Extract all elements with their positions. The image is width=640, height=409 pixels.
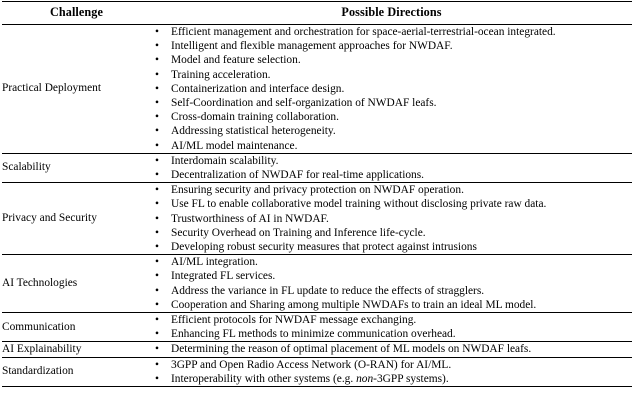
list-item	[153, 154, 632, 168]
table-body	[2, 25, 632, 387]
directions-list	[151, 255, 632, 312]
bullet-icon: •	[155, 184, 159, 197]
list-item-text: Self-Coordination and self-organization of NWDAF leafs.	[171, 97, 437, 110]
list-item	[153, 372, 632, 386]
list-item	[153, 96, 632, 110]
bullet-icon: •	[155, 169, 159, 182]
list-item-text: Intelligent and flexible management approaches for NWDAF.	[171, 40, 453, 53]
list-item	[153, 284, 632, 298]
list-item-text: Addressing statistical heterogeneity.	[171, 125, 336, 138]
bullet-icon: •	[155, 343, 159, 356]
list-item-text: Decentralization of NWDAF for real-time applications.	[171, 169, 425, 182]
list-item-text: Containerization and interface design.	[171, 82, 345, 95]
bullet-icon: •	[155, 372, 159, 385]
possible-directions-cell	[151, 25, 632, 154]
table-row	[2, 342, 632, 357]
list-item	[153, 342, 632, 356]
table-row	[2, 357, 632, 386]
list-item	[153, 82, 632, 96]
possible-directions-cell	[151, 255, 632, 313]
list-item-text: Determining the reason of optimal placement of ML models on NWDAF leafs.	[171, 343, 532, 356]
bullet-icon: •	[155, 314, 159, 327]
list-item-text: Integrated FL services.	[171, 270, 276, 283]
directions-list	[151, 154, 632, 182]
possible-directions-cell	[151, 183, 632, 255]
list-item	[153, 358, 632, 372]
list-item-text: Developing robust security measures that protect against intrusions	[171, 241, 477, 254]
bullet-icon: •	[155, 139, 159, 152]
bullet-icon: •	[155, 298, 159, 311]
list-item-text: Interoperability with other systems (e.g. non-3GPP systems).	[171, 372, 449, 385]
table-container	[0, 1, 640, 409]
list-item	[153, 255, 632, 269]
bullet-icon: •	[155, 358, 159, 371]
bullet-icon: •	[155, 241, 159, 254]
directions-list	[151, 342, 632, 356]
bullet-icon: •	[155, 270, 159, 283]
list-item-text: Training acceleration.	[171, 68, 271, 81]
list-item-text: Trustworthiness of AI in NWDAF.	[171, 212, 329, 225]
list-item	[153, 212, 632, 226]
list-item	[153, 298, 632, 312]
column-header-possible-directions: Possible Directions	[151, 2, 632, 25]
bullet-icon: •	[155, 226, 159, 239]
table-row	[2, 183, 632, 255]
list-item	[153, 327, 632, 341]
bullet-icon: •	[155, 198, 159, 211]
possible-directions-cell	[151, 342, 632, 357]
italic-fragment: non	[356, 372, 374, 385]
bullet-icon: •	[155, 54, 159, 67]
bullet-icon: •	[155, 212, 159, 225]
challenge-label: AI Explainability	[2, 342, 151, 357]
column-header-challenge: Challenge	[2, 2, 151, 25]
list-item	[153, 226, 632, 240]
challenge-label: Privacy and Security	[2, 183, 151, 255]
list-item	[153, 110, 632, 124]
bullet-icon: •	[155, 82, 159, 95]
bullet-icon: •	[155, 26, 159, 38]
directions-list	[151, 358, 632, 386]
list-item-text: Efficient management and orchestration for space-aerial-terrestrial-ocean integrated.	[171, 26, 556, 38]
possible-directions-cell	[151, 357, 632, 386]
list-item-text: AI/ML model maintenance.	[171, 139, 298, 152]
possible-directions-cell	[151, 153, 632, 182]
list-item-text: Ensuring security and privacy protection on NWDAF operation.	[171, 184, 464, 197]
table-row	[2, 25, 632, 154]
list-item	[153, 68, 632, 82]
list-item	[153, 25, 632, 39]
list-item-text: Interdomain scalability.	[171, 154, 279, 167]
directions-list	[151, 183, 632, 254]
bullet-icon: •	[155, 284, 159, 297]
bullet-icon: •	[155, 328, 159, 341]
list-item-text: Use FL to enable collaborative model training without disclosing private raw data.	[171, 198, 547, 211]
challenge-label: Scalability	[2, 153, 151, 182]
table-header	[2, 2, 632, 25]
list-item-text: AI/ML integration.	[171, 256, 258, 269]
bullet-icon: •	[155, 40, 159, 53]
list-item-text: Cross-domain training collaboration.	[171, 111, 339, 124]
table-header-row	[2, 2, 632, 25]
challenge-label: Standardization	[2, 357, 151, 386]
table-row	[2, 153, 632, 182]
list-item	[153, 139, 632, 153]
list-item-text: Efficient protocols for NWDAF message exchanging.	[171, 314, 417, 327]
list-item	[153, 124, 632, 138]
table-row	[2, 255, 632, 313]
list-item-text: Enhancing FL methods to minimize communication overhead.	[171, 328, 456, 341]
list-item	[153, 183, 632, 197]
challenge-label: Practical Deployment	[2, 25, 151, 154]
list-item	[153, 53, 632, 67]
directions-list	[151, 25, 632, 153]
bullet-icon: •	[155, 256, 159, 269]
list-item	[153, 197, 632, 211]
list-item	[153, 313, 632, 327]
bullet-icon: •	[155, 125, 159, 138]
list-item-text: 3GPP and Open Radio Access Network (O-RAN) for AI/ML.	[171, 358, 452, 371]
list-item	[153, 240, 632, 254]
list-item	[153, 39, 632, 53]
list-item	[153, 269, 632, 283]
list-item-text: Cooperation and Sharing among multiple NWDAFs to train an ideal ML model.	[171, 298, 537, 311]
bullet-icon: •	[155, 68, 159, 81]
bullet-icon: •	[155, 97, 159, 110]
list-item-text: Model and feature selection.	[171, 54, 301, 67]
table-row	[2, 313, 632, 342]
possible-directions-cell	[151, 313, 632, 342]
challenges-and-directions-table	[2, 1, 632, 387]
bullet-icon: •	[155, 154, 159, 167]
challenge-label: Communication	[2, 313, 151, 342]
directions-list	[151, 313, 632, 341]
list-item-text: Security Overhead on Training and Inference life-cycle.	[171, 226, 426, 239]
bullet-icon: •	[155, 111, 159, 124]
list-item-text: Address the variance in FL update to reduce the effects of stragglers.	[171, 284, 485, 297]
list-item	[153, 168, 632, 182]
challenge-label: AI Technologies	[2, 255, 151, 313]
